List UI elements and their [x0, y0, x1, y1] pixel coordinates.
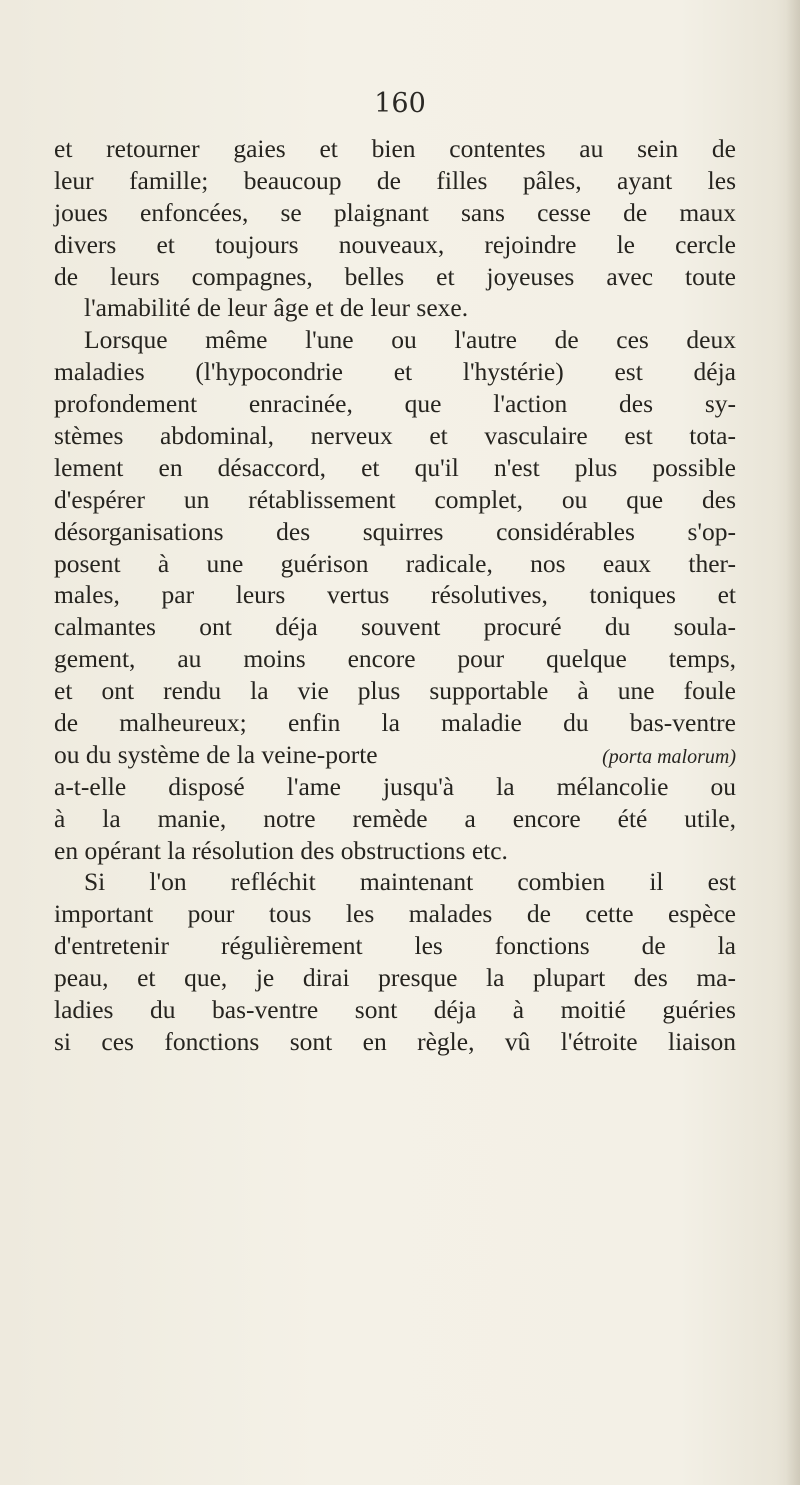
text-line: calmantes ont déja souvent procuré du soula- — [54, 612, 736, 642]
text-line: a-t-elle disposé l'ame jusqu'à la mélancolie ou — [54, 771, 736, 801]
text-line: gement, au moins encore pour quelque temps, — [54, 644, 736, 674]
page-edge-shadow — [786, 0, 800, 1485]
text-line: de leurs compagnes, belles et joyeuses avec toute — [54, 261, 736, 291]
text-line: males, par leurs vertus résolutives, toniques et — [54, 580, 736, 610]
text-line: à la manie, notre remède a encore été utile, — [54, 803, 736, 833]
text-line: leur famille; beaucoup de filles pâles, ayant les — [54, 165, 736, 195]
text-line: et ont rendu la vie plus supportable à une foule — [54, 676, 736, 706]
body-text — [54, 133, 736, 1058]
text-line: ou du système de la veine-porte — [54, 739, 378, 769]
text-line: important pour tous les malades de cette espèce — [54, 899, 736, 929]
text-line: divers et toujours nouveaux, rejoindre le cercle — [54, 229, 736, 259]
text-line: désorganisations des squirres considérables s'op- — [54, 516, 736, 546]
text-line: ladies du bas-ventre sont déja à moitié guéries — [54, 995, 736, 1025]
page-number: 160 — [374, 88, 426, 119]
paragraph-start-line: Lorsque même l'une ou l'autre de ces deux — [84, 325, 736, 355]
text-line: joues enfoncées, se plaignant sans cesse de maux — [54, 197, 736, 227]
text-line: peau, et que, je dirai presque la plupart des ma- — [54, 963, 736, 993]
text-line: d'entretenir régulièrement les fonctions de la — [54, 931, 736, 961]
text-line: profondement enracinée, que l'action des sy- — [54, 389, 736, 419]
text-line-with-latin — [54, 739, 736, 771]
latin-phrase: (porta malorum) — [602, 745, 736, 768]
text-line: et retourner gaies et bien contentes au sein de — [54, 134, 736, 163]
text-line: de malheureux; enfin la maladie du bas-ventre — [54, 708, 736, 738]
text-line: d'espérer un rétablissement complet, ou que des — [54, 484, 736, 514]
text-line: maladies (l'hypocondrie et l'hystérie) est déja — [54, 357, 736, 387]
text-line: si ces fonctions sont en règle, vû l'étroite liaison — [54, 1026, 736, 1056]
paragraph-start-line: Si l'on refléchit maintenant combien il est — [84, 867, 736, 897]
text-line: stèmes abdominal, nerveux et vasculaire est tota- — [54, 421, 736, 451]
text-line: posent à une guérison radicale, nos eaux ther- — [54, 548, 736, 578]
text-line: lement en désaccord, et qu'il n'est plus possible — [54, 452, 736, 482]
text-line: en opérant la résolution des obstructions etc. — [54, 835, 508, 865]
text-line: l'amabilité de leur âge et de leur sexe. — [84, 293, 469, 323]
